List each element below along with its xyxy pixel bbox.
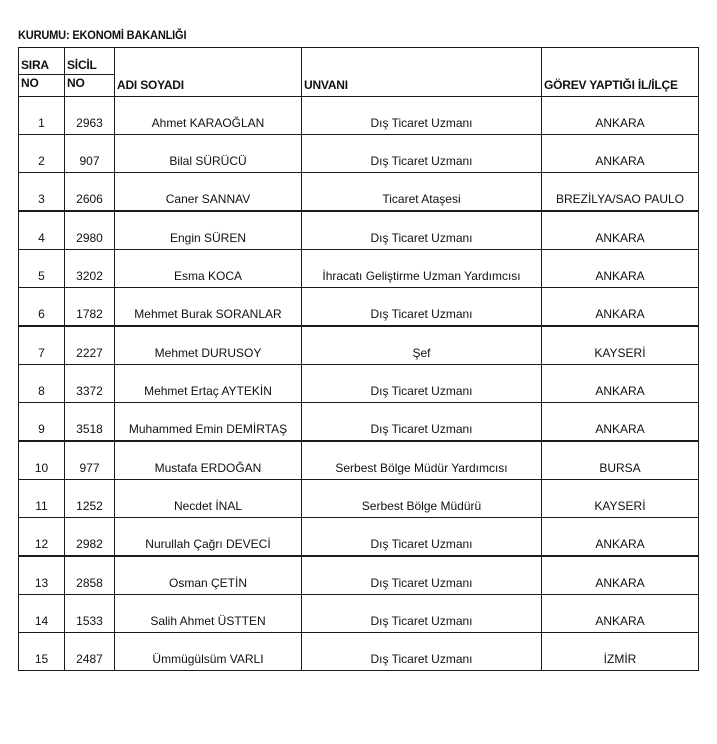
cell-name: Nurullah Çağrı DEVECİ: [115, 518, 302, 557]
table-row: [19, 135, 699, 173]
cell-no: 2: [19, 135, 65, 173]
header-sicil-no: [65, 48, 115, 97]
cell-sicil: 977: [65, 441, 115, 480]
cell-sicil: 2858: [65, 556, 115, 595]
cell-sicil: 1252: [65, 480, 115, 518]
cell-title: Şef: [302, 326, 542, 365]
cell-title: Serbest Bölge Müdür Yardımcısı: [302, 441, 542, 480]
table-row: [19, 556, 699, 595]
cell-name: Ümmügülsüm VARLI: [115, 633, 302, 671]
cell-sicil: 1533: [65, 595, 115, 633]
cell-name: Mehmet Burak SORANLAR: [115, 288, 302, 327]
cell-sicil: 2606: [65, 173, 115, 212]
cell-location: BREZİLYA/SAO PAULO: [542, 173, 699, 212]
cell-sicil: 3372: [65, 365, 115, 403]
cell-location: ANKARA: [542, 595, 699, 633]
cell-location: ANKARA: [542, 97, 699, 135]
cell-no: 9: [19, 403, 65, 442]
cell-no: 6: [19, 288, 65, 327]
cell-name: Caner SANNAV: [115, 173, 302, 212]
table-row: [19, 595, 699, 633]
cell-no: 11: [19, 480, 65, 518]
header-sicil-no-line2: NO: [67, 76, 85, 90]
cell-title: Dış Ticaret Uzmanı: [302, 288, 542, 327]
table-row: [19, 326, 699, 365]
cell-location: İZMİR: [542, 633, 699, 671]
cell-no: 4: [19, 211, 65, 250]
table-row: [19, 518, 699, 557]
table-row: [19, 250, 699, 288]
cell-no: 12: [19, 518, 65, 557]
cell-sicil: 907: [65, 135, 115, 173]
cell-location: ANKARA: [542, 211, 699, 250]
cell-name: Necdet İNAL: [115, 480, 302, 518]
staff-table: [18, 47, 699, 671]
cell-name: Ahmet KARAOĞLAN: [115, 97, 302, 135]
table-row: [19, 441, 699, 480]
cell-no: 10: [19, 441, 65, 480]
cell-sicil: 2227: [65, 326, 115, 365]
table-row: [19, 173, 699, 212]
cell-location: BURSA: [542, 441, 699, 480]
cell-title: Dış Ticaret Uzmanı: [302, 556, 542, 595]
header-gorev-yeri: GÖREV YAPTIĞI İL/İLÇE: [542, 48, 699, 97]
cell-sicil: 2982: [65, 518, 115, 557]
cell-location: ANKARA: [542, 135, 699, 173]
table-body: [19, 97, 699, 671]
cell-title: Dış Ticaret Uzmanı: [302, 633, 542, 671]
cell-name: Mehmet DURUSOY: [115, 326, 302, 365]
table-row: [19, 365, 699, 403]
cell-no: 7: [19, 326, 65, 365]
header-sira-no: [19, 48, 65, 97]
cell-title: Dış Ticaret Uzmanı: [302, 403, 542, 442]
table-row: [19, 403, 699, 442]
table-row: [19, 211, 699, 250]
cell-no: 8: [19, 365, 65, 403]
cell-location: ANKARA: [542, 556, 699, 595]
cell-title: Dış Ticaret Uzmanı: [302, 518, 542, 557]
cell-title: Dış Ticaret Uzmanı: [302, 135, 542, 173]
cell-sicil: 2487: [65, 633, 115, 671]
cell-location: ANKARA: [542, 250, 699, 288]
cell-name: Engin SÜREN: [115, 211, 302, 250]
cell-no: 14: [19, 595, 65, 633]
cell-name: Osman ÇETİN: [115, 556, 302, 595]
cell-sicil: 3202: [65, 250, 115, 288]
header-sira-no-line1: SIRA: [21, 58, 49, 72]
table-row: [19, 97, 699, 135]
cell-name: Mustafa ERDOĞAN: [115, 441, 302, 480]
organization-title: KURUMU: EKONOMİ BAKANLIĞI: [18, 28, 187, 42]
cell-sicil: 3518: [65, 403, 115, 442]
header-sicil-no-line1: SİCİL: [67, 58, 97, 72]
table-header-row: [19, 48, 699, 97]
cell-title: Ticaret Ataşesi: [302, 173, 542, 212]
header-sira-no-line2: NO: [21, 76, 39, 90]
cell-no: 5: [19, 250, 65, 288]
cell-name: Salih Ahmet ÜSTTEN: [115, 595, 302, 633]
cell-title: Dış Ticaret Uzmanı: [302, 365, 542, 403]
cell-title: Dış Ticaret Uzmanı: [302, 211, 542, 250]
cell-location: ANKARA: [542, 288, 699, 327]
cell-title: Serbest Bölge Müdürü: [302, 480, 542, 518]
cell-sicil: 1782: [65, 288, 115, 327]
cell-no: 1: [19, 97, 65, 135]
table-row: [19, 288, 699, 327]
cell-title: İhracatı Geliştirme Uzman Yardımcısı: [302, 250, 542, 288]
header-adi-soyadi: ADI SOYADI: [115, 48, 302, 97]
cell-location: ANKARA: [542, 403, 699, 442]
cell-sicil: 2963: [65, 97, 115, 135]
table-row: [19, 633, 699, 671]
cell-location: KAYSERİ: [542, 480, 699, 518]
cell-location: ANKARA: [542, 518, 699, 557]
cell-name: Bilal SÜRÜCÜ: [115, 135, 302, 173]
header-unvani: UNVANI: [302, 48, 542, 97]
table-row: [19, 480, 699, 518]
cell-title: Dış Ticaret Uzmanı: [302, 97, 542, 135]
cell-no: 13: [19, 556, 65, 595]
cell-title: Dış Ticaret Uzmanı: [302, 595, 542, 633]
cell-name: Muhammed Emin DEMİRTAŞ: [115, 403, 302, 442]
cell-no: 15: [19, 633, 65, 671]
cell-name: Esma KOCA: [115, 250, 302, 288]
cell-no: 3: [19, 173, 65, 212]
cell-location: KAYSERİ: [542, 326, 699, 365]
cell-location: ANKARA: [542, 365, 699, 403]
cell-name: Mehmet Ertaç AYTEKİN: [115, 365, 302, 403]
cell-sicil: 2980: [65, 211, 115, 250]
